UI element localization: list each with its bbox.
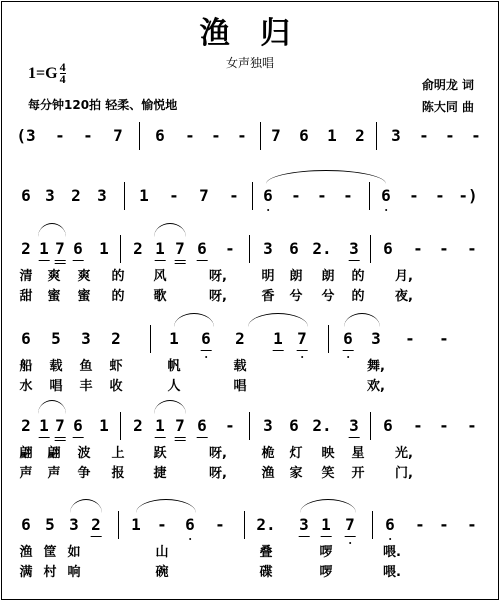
lyric-syllable: 争: [77, 466, 91, 481]
dash-extension: -: [211, 126, 221, 145]
lyric-syllable: 甜: [19, 289, 33, 304]
slur-arc: [70, 499, 102, 513]
note: 6: [383, 416, 393, 435]
lyric-syllable: 帆: [167, 359, 181, 374]
note: 5: [45, 515, 55, 534]
lyric-syllable: 的: [351, 289, 365, 304]
slur-arc: [266, 170, 386, 184]
note: 2: [21, 416, 31, 435]
bar-line: [376, 122, 377, 150]
note: 3: [97, 186, 107, 205]
note: 1: [273, 329, 283, 348]
underline-beam: [296, 350, 307, 351]
lyric-syllable: 灯: [289, 446, 303, 461]
dash-extension: -: [237, 126, 247, 145]
lyric-syllable: 叠: [259, 545, 273, 560]
dash-extension: -: [419, 126, 429, 145]
bar-line: [150, 325, 151, 353]
dash-extension: -: [225, 416, 235, 435]
note: 3: [69, 515, 79, 534]
bar-line: [260, 122, 261, 150]
dash-extension: -: [409, 186, 419, 205]
note: 2: [91, 515, 101, 534]
score-system: [14, 325, 488, 394]
lyric-syllable: 人: [167, 379, 181, 394]
lyric-syllable: 唱: [233, 379, 247, 394]
note: 6: [21, 515, 31, 534]
lyric-syllable: 呀,: [209, 269, 227, 284]
dash-extension: -: [225, 239, 235, 258]
note: 1: [327, 126, 337, 145]
dash-extension: -: [55, 126, 65, 145]
lyric-syllable: 丰: [79, 379, 93, 394]
lyric-syllable: 清: [19, 269, 33, 284]
note: 3: [371, 329, 381, 348]
lyric-syllable: 唱: [49, 379, 63, 394]
note: 7: [113, 126, 123, 145]
note: 7: [175, 239, 185, 258]
bar-line: [369, 182, 370, 210]
lyric-syllable: 歌: [153, 289, 167, 304]
dash-extension: -: [317, 186, 327, 205]
bar-line: [252, 182, 253, 210]
lyric-syllable: 翩: [19, 446, 33, 461]
lyric-syllable: 村: [43, 565, 57, 580]
dash-extension: -: [445, 126, 455, 145]
dash-extension: -: [415, 515, 425, 534]
note: 2: [235, 329, 245, 348]
dash-extension: -: [439, 329, 449, 348]
dash-extension: -: [439, 239, 449, 258]
slur-arc: [344, 313, 380, 327]
lyric-syllable: 渔: [19, 545, 33, 560]
underline-beam: [154, 437, 165, 438]
octave-dot: [301, 356, 303, 358]
lyric-syllable: 的: [351, 269, 365, 284]
lyric-syllable: 呀,: [209, 466, 227, 481]
underline-beam: [174, 263, 185, 264]
lyric-syllable: 明: [261, 269, 275, 284]
note: 1: [155, 416, 165, 435]
score-system: [14, 235, 488, 304]
note: 1: [321, 515, 331, 534]
bar-line: [249, 412, 250, 440]
note: 1: [155, 239, 165, 258]
slur-arc: [154, 400, 186, 414]
note: -): [458, 186, 478, 205]
lyric-syllable: 月,: [395, 269, 413, 284]
bar-line: [328, 325, 329, 353]
note: 3: [81, 329, 91, 348]
underline-beam: [348, 437, 359, 438]
note: (3: [16, 126, 36, 145]
lyric-syllable: 香: [261, 289, 275, 304]
dash-extension: -: [343, 186, 353, 205]
note: 3: [299, 515, 309, 534]
note: 2: [355, 126, 365, 145]
lyric-syllable: 碗: [155, 565, 169, 580]
note: 1: [39, 416, 49, 435]
song-subtitle: 女声独唱: [225, 56, 274, 70]
bar-line: [139, 122, 140, 150]
underline-beam: [54, 440, 65, 441]
note: 3: [263, 416, 273, 435]
dash-extension: -: [185, 126, 195, 145]
dash-extension: -: [435, 186, 445, 205]
underline-beam: [348, 260, 359, 261]
underline-beam: [38, 260, 49, 261]
note: 3: [349, 416, 359, 435]
dash-extension: -: [439, 515, 449, 534]
note: 7: [199, 186, 209, 205]
note: 6: [289, 239, 299, 258]
slur-arc: [248, 313, 308, 327]
dash-extension: -: [471, 126, 481, 145]
dash-extension: -: [467, 515, 477, 534]
note: 3: [349, 239, 359, 258]
dash-extension: -: [83, 126, 93, 145]
underline-beam: [90, 536, 101, 537]
note: 1: [139, 186, 149, 205]
bar-line: [118, 511, 119, 539]
lyric-syllable: 渔: [261, 466, 275, 481]
lyric-syllable: 如: [67, 545, 81, 560]
note: 3: [45, 186, 55, 205]
note: 2: [21, 239, 31, 258]
note: 2.: [312, 416, 332, 435]
lyric-syllable: 跃: [153, 446, 167, 461]
lyric-syllable: 鱼: [79, 359, 93, 374]
bar-line: [370, 235, 371, 263]
lyric-syllable: 收: [109, 379, 123, 394]
note: 6: [73, 416, 83, 435]
note: 6: [385, 515, 395, 534]
note: 6: [201, 329, 211, 348]
lyricist-credit: 俞明龙 词: [421, 78, 474, 92]
octave-dot: [189, 538, 191, 540]
bar-line: [372, 511, 373, 539]
key-label: 1=G: [28, 64, 58, 82]
lyric-syllable: 报: [111, 466, 125, 481]
note: 1: [131, 515, 141, 534]
note: 2: [71, 186, 81, 205]
lyric-syllable: 啰: [319, 565, 333, 580]
lyric-syllable: 星: [351, 446, 365, 461]
underline-beam: [54, 263, 65, 264]
underline-beam: [38, 437, 49, 438]
note: 6: [381, 186, 391, 205]
note: 6: [21, 329, 31, 348]
slur-arc: [38, 223, 66, 237]
lyric-syllable: 呀,: [209, 446, 227, 461]
bar-line: [124, 182, 125, 210]
note: 6: [299, 126, 309, 145]
time-top: 4: [59, 60, 66, 74]
octave-dot: [385, 209, 387, 211]
slur-arc: [38, 400, 66, 414]
note: 6: [289, 416, 299, 435]
lyric-syllable: 家: [289, 466, 303, 481]
lyric-syllable: 朗: [289, 269, 303, 284]
note: 6: [73, 239, 83, 258]
lyric-syllable: 舞,: [367, 359, 385, 374]
lyric-syllable: 兮: [289, 289, 303, 304]
lyric-syllable: 船: [19, 359, 33, 374]
lyric-syllable: 喂.: [383, 565, 401, 580]
dash-extension: -: [405, 329, 415, 348]
underline-beam: [200, 350, 211, 351]
underline-beam: [344, 536, 355, 537]
underline-beam: [54, 437, 65, 438]
note: 6: [343, 329, 353, 348]
note: 6: [197, 416, 207, 435]
note: 6: [21, 186, 31, 205]
note: 6: [185, 515, 195, 534]
lyric-syllable: 声: [47, 466, 61, 481]
song-title: 渔 归: [199, 16, 301, 51]
underline-beam: [72, 437, 83, 438]
lyric-syllable: 响: [67, 565, 81, 580]
bar-line: [120, 412, 121, 440]
bar-line: [249, 235, 250, 263]
lyric-syllable: 笑: [321, 466, 335, 481]
lyric-syllable: 映: [321, 446, 335, 461]
tempo-marking: 每分钟120拍 轻柔、愉悦地: [28, 98, 178, 112]
lyric-syllable: 呀,: [209, 289, 227, 304]
slur-arc: [154, 223, 186, 237]
underline-beam: [342, 350, 353, 351]
note: 7: [345, 515, 355, 534]
note: 6: [155, 126, 165, 145]
lyric-syllable: 的: [111, 269, 125, 284]
lyric-syllable: 载: [233, 359, 247, 374]
key-signature: [28, 62, 66, 85]
dash-extension: -: [157, 515, 167, 534]
octave-dot: [349, 542, 351, 544]
underline-beam: [174, 260, 185, 261]
underline-beam: [272, 350, 283, 351]
octave-dot: [347, 356, 349, 358]
dash-extension: -: [291, 186, 301, 205]
bar-line: [244, 511, 245, 539]
note: 7: [271, 126, 281, 145]
lyric-syllable: 喂.: [383, 545, 401, 560]
lyric-syllable: 波: [77, 446, 91, 461]
note: 3: [391, 126, 401, 145]
lyric-syllable: 朗: [321, 269, 335, 284]
note: 6: [263, 186, 273, 205]
lyric-syllable: 风: [153, 269, 167, 284]
underline-beam: [298, 536, 309, 537]
note: 6: [197, 239, 207, 258]
dash-extension: -: [413, 416, 423, 435]
lyric-syllable: 水: [19, 379, 33, 394]
time-signature: [60, 62, 66, 85]
octave-dot: [205, 356, 207, 358]
lyric-syllable: 捷: [153, 466, 167, 481]
note: 1: [99, 416, 109, 435]
dash-extension: -: [169, 186, 179, 205]
underline-beam: [196, 437, 207, 438]
dash-extension: -: [229, 186, 239, 205]
bar-line: [120, 235, 121, 263]
lyric-syllable: 上: [111, 446, 125, 461]
lyric-syllable: 光,: [395, 446, 413, 461]
composer-credit: 陈大同 曲: [421, 100, 474, 114]
lyric-syllable: 开: [351, 466, 365, 481]
slur-arc: [136, 499, 196, 513]
lyric-syllable: 桅: [261, 446, 275, 461]
slur-arc: [300, 499, 356, 513]
note: 7: [55, 416, 65, 435]
note: 7: [297, 329, 307, 348]
lyric-syllable: 夜,: [395, 289, 413, 304]
lyric-syllable: 蜜: [47, 289, 61, 304]
note: 2: [133, 239, 143, 258]
underline-beam: [174, 440, 185, 441]
note: 6: [383, 239, 393, 258]
lyric-syllable: 爽: [77, 269, 91, 284]
underline-beam: [174, 437, 185, 438]
note: 5: [51, 329, 61, 348]
dash-extension: -: [467, 239, 477, 258]
score-system: [14, 511, 488, 580]
lyric-syllable: 声: [19, 466, 33, 481]
note: 1: [39, 239, 49, 258]
lyric-syllable: 兮: [321, 289, 335, 304]
note: 1: [169, 329, 179, 348]
underline-beam: [196, 260, 207, 261]
score-system: [14, 122, 488, 152]
lyric-syllable: 欢,: [367, 379, 385, 394]
lyric-syllable: 载: [49, 359, 63, 374]
bar-line: [370, 412, 371, 440]
lyric-syllable: 碟: [259, 565, 273, 580]
note: 3: [263, 239, 273, 258]
lyric-syllable: 筐: [43, 545, 57, 560]
note: 7: [55, 239, 65, 258]
note: 2.: [312, 239, 332, 258]
lyric-syllable: 门,: [395, 466, 413, 481]
dash-extension: -: [215, 515, 225, 534]
lyric-syllable: 满: [19, 565, 33, 580]
octave-dot: [267, 209, 269, 211]
lyric-syllable: 山: [155, 545, 169, 560]
credits: [422, 74, 474, 118]
lyric-syllable: 啰: [319, 545, 333, 560]
score-system: [14, 412, 488, 481]
lyric-syllable: 翩: [47, 446, 61, 461]
underline-beam: [154, 260, 165, 261]
note: 2: [133, 416, 143, 435]
octave-dot: [389, 538, 391, 540]
lyric-syllable: 爽: [47, 269, 61, 284]
time-bottom: 4: [59, 72, 66, 86]
note: 1: [99, 239, 109, 258]
underline-beam: [72, 260, 83, 261]
lyric-syllable: 虾: [109, 359, 123, 374]
slur-arc: [174, 313, 214, 327]
dash-extension: -: [413, 239, 423, 258]
dash-extension: -: [439, 416, 449, 435]
note: 2.: [256, 515, 276, 534]
lyric-syllable: 的: [111, 289, 125, 304]
score-page: [1, 1, 499, 600]
lyric-syllable: 蜜: [77, 289, 91, 304]
note: 2: [111, 329, 121, 348]
underline-beam: [320, 536, 331, 537]
score-system: [14, 182, 488, 212]
dash-extension: -: [467, 416, 477, 435]
note: 7: [175, 416, 185, 435]
underline-beam: [54, 260, 65, 261]
